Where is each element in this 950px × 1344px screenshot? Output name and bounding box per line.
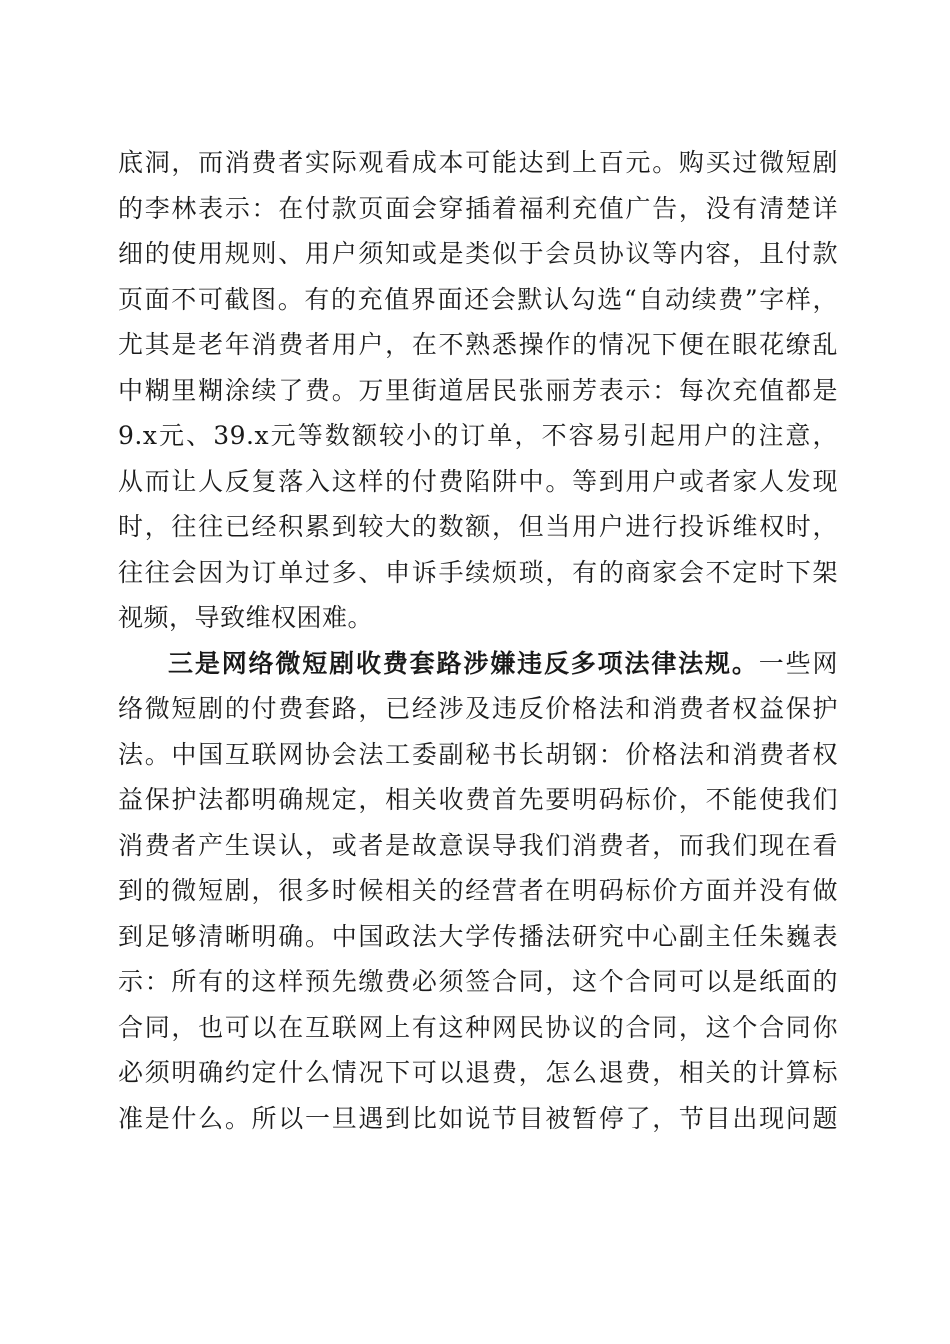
text-line: 必须明确约定什么情况下可以退费，怎么退费，相关的计算标 (118, 1058, 838, 1087)
paragraph-2 (118, 641, 838, 1142)
paragraph-1 (118, 140, 838, 641)
text-line: 细的使用规则、用户须知或是类似于会员协议等内容，且付款 (118, 239, 838, 268)
text-line: 的李林表示：在付款页面会穿插着福利充值广告，没有清楚详 (118, 193, 838, 223)
text-line: 法。中国互联网协会法工委副秘书长胡钢：价格法和消费者权 (118, 739, 838, 769)
text-line: 示：所有的这样预先缴费必须签合同，这个合同可以是纸面的 (118, 967, 838, 996)
text-line: 合同，也可以在互联网上有这种网民协议的合同，这个合同你 (118, 1012, 838, 1042)
text-line: 中糊里糊涂续了费。万里街道居民张丽芳表示：每次充值都是 (118, 375, 838, 405)
text-line: 尤其是老年消费者用户，在不熟悉操作的情况下便在眼花缭乱 (118, 330, 838, 359)
text-line: 准是什么。所以一旦遇到比如说节目被暂停了，节目出现问题 (118, 1103, 838, 1133)
text-line: 益保护法都明确规定，相关收费首先要明码标价，不能使我们 (118, 785, 838, 814)
text-line: 到的微短剧，很多时候相关的经营者在明码标价方面并没有做 (118, 876, 838, 905)
text-line: 时，往往已经积累到较大的数额，但当用户进行投诉维权时， (118, 512, 838, 541)
text-line: 从而让人反复落入这样的付费陷阱中。等到用户或者家人发现 (118, 466, 838, 496)
text-line: 底洞，而消费者实际观看成本可能达到上百元。购买过微短剧 (118, 148, 838, 177)
text-line: 9.x元、39.x元等数额较小的订单，不容易引起用户的注意， (118, 421, 838, 450)
body-text (118, 140, 838, 1141)
text-line: 络微短剧的付费套路，已经涉及违反价格法和消费者权益保护 (118, 694, 838, 723)
text-line: 消费者产生误认，或者是故意误导我们消费者，而我们现在看 (118, 830, 838, 860)
section-heading: 三是网络微短剧收费套路涉嫌违反多项法律法规。 (168, 648, 759, 678)
text-line: 视频，导致维权困难。 (118, 603, 374, 632)
text-line: 页面不可截图。有的充值界面还会默认勾选“自动续费”字样， (118, 284, 838, 314)
text-line: 到足够清晰明确。中国政法大学传播法研究中心副主任朱巍表 (118, 921, 838, 951)
heading-continuation: 一些网 (758, 648, 838, 678)
text-line-first (118, 641, 838, 687)
text-line: 往往会因为订单过多、申诉手续烦琐，有的商家会不定时下架 (118, 557, 838, 587)
